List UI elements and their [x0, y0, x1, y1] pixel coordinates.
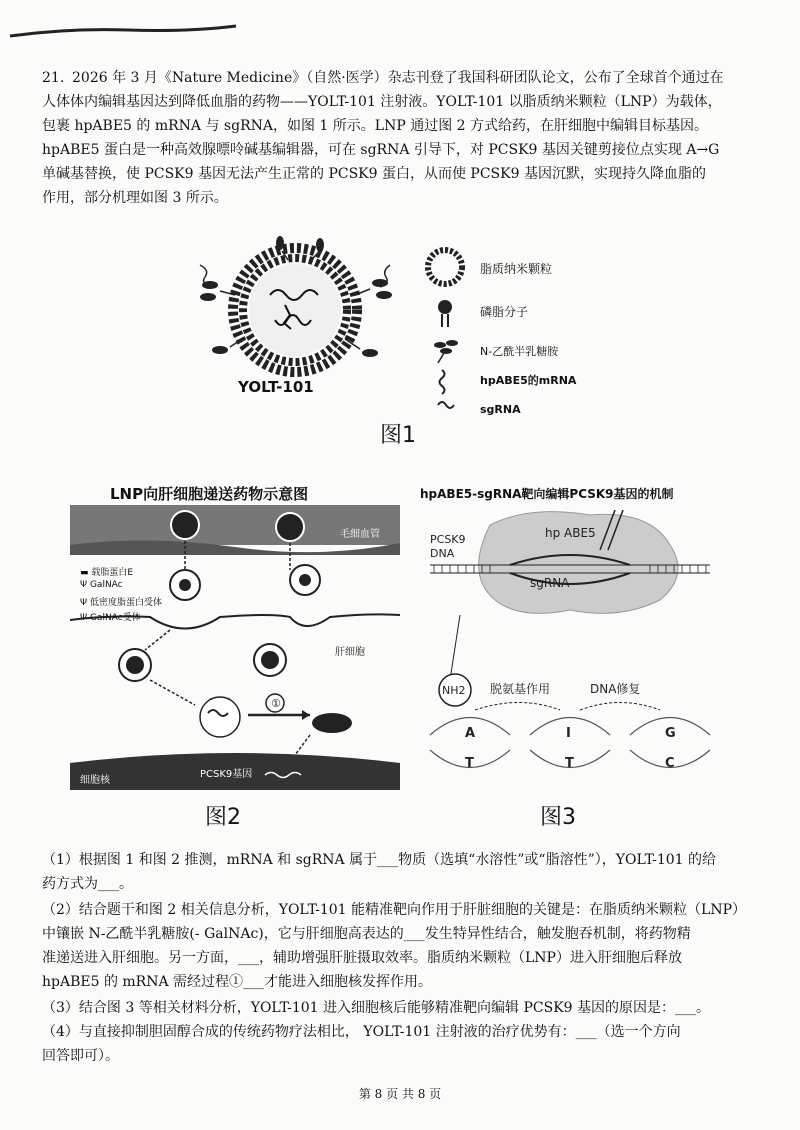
q2-line-3: 准递送进入肝细胞。另一方面，___，辅助增强肝脏摄取效率。脂质纳米颗粒（LNP）进入肝细胞后释放 — [42, 950, 682, 966]
deamination-label: 脱氨基作用 — [490, 682, 551, 696]
legend-galnac2: Ψ GalNAc — [80, 580, 123, 590]
figure1-legend-icons — [420, 245, 480, 425]
legend-galnac: N-乙酰半乳糖胺 — [480, 345, 559, 358]
figure2-title: LNP向肝细胞递送药物示意图 — [110, 485, 309, 503]
figure2-diagram — [70, 505, 400, 790]
q4-line-1: （4）与直接抑制胆固醇合成的传统药物疗法相比， YOLT-101 注射液的治疗优势有：___（选一个方向 — [42, 1024, 681, 1040]
figure3-caption: 图3 — [540, 805, 576, 830]
cell-label: 肝细胞 — [335, 647, 365, 658]
lnp-particle-illustration — [180, 235, 410, 395]
legend-ldlr: Ψ 低密度脂蛋白受体 — [80, 598, 162, 608]
page-footer: 第 8 页 共 8 页 — [358, 1087, 442, 1101]
q1-line-1: （1）根据图 1 和图 2 推测，mRNA 和 sgRNA 属于___物质（选填“水溶性”或“脂溶性”），YOLT-101 的给 — [42, 852, 717, 868]
dna-label: PCSK9 — [430, 533, 466, 546]
intro-line-4: hpABE5 蛋白是一种高效腺嘌呤碱基编辑器，可在 sgRNA 引导下，对 PCSK9 基因关键剪接位点实现 A→G — [42, 142, 720, 158]
legend-mrna: hpABE5的mRNA — [480, 374, 577, 387]
q2-line-1: （2）结合题干和图 2 相关信息分析，YOLT-101 能精准靶向作用于肝脏细胞的关键是：在脂质纳米颗粒（LNP） — [42, 902, 746, 918]
q4-line-2: 回答即可）。 — [42, 1048, 119, 1064]
figure3-diagram — [420, 505, 740, 795]
intro-line-3: 包裹 hpABE5 的 mRNA 与 sgRNA，如图 1 所示。LNP 通过图 2 方式给药，在肝细胞中编辑目标基因。 — [42, 118, 709, 134]
intro-line-6: 作用，部分机理如图 3 所示。 — [42, 190, 228, 206]
figure2-caption: 图2 — [205, 805, 241, 830]
base-c: C — [665, 756, 675, 771]
protein-label: hp ABE5 — [545, 526, 596, 540]
legend-apoe: ▬ 载脂蛋白E — [80, 568, 134, 578]
intro-line-5: 单碱基替换，使 PCSK9 基因无法产生正常的 PCSK9 蛋白，从而使 PCSK9 基因沉默，实现持久降血脂的 — [42, 166, 706, 182]
sgrna-label: sgRNA — [530, 576, 570, 590]
legend-sgrna: sgRNA — [480, 403, 521, 416]
q2-line-2: 中镶嵌 N-乙酰半乳糖胺(- GalNAc)，它与肝细胞高表达的___发生特异性结合，触发胞吞机制，将药物精 — [42, 926, 691, 942]
figure3-title: hpABE5-sgRNA靶向编辑PCSK9基因的机制 — [420, 487, 674, 501]
base-t1: T — [465, 756, 474, 771]
nh2-label: NH2 — [442, 684, 466, 697]
q2-line-4: hpABE5 的 mRNA 需经过程①___才能进入细胞核发挥作用。 — [42, 974, 433, 990]
figure1-caption: 图1 — [380, 423, 416, 448]
gene-label: PCSK9基因 — [200, 769, 253, 780]
q3-line-1: （3）结合图 3 等相关材料分析，YOLT-101 进入细胞核后能够精准靶向编辑 PCSK9 基因的原因是：___。 — [42, 1000, 711, 1016]
pen-stroke — [8, 22, 238, 42]
dna-label-2: DNA — [430, 547, 455, 560]
drug-label: YOLT-101 — [238, 378, 314, 395]
base-g: G — [665, 726, 676, 741]
legend-lnp: 脂质纳米颗粒 — [480, 262, 553, 276]
repair-label: DNA修复 — [590, 682, 641, 696]
vessel-label: 毛细血管 — [340, 529, 380, 540]
base-a: A — [465, 726, 476, 741]
base-i: I — [566, 726, 571, 741]
q1-line-2: 药方式为___。 — [42, 876, 133, 892]
base-t2: T — [565, 756, 574, 771]
step-marker: ① — [271, 697, 281, 710]
question-number: 21. — [42, 70, 65, 86]
legend-phospholipid: 磷脂分子 — [480, 305, 529, 319]
intro-line-1: 2026 年 3 月《Nature Medicine》（自然·医学）杂志刊登了我国科研团队论文，公布了全球首个通过在 — [72, 70, 724, 86]
intro-line-2: 人体体内编辑基因达到降低血脂的药物——YOLT-101 注射液。YOLT-101 以脂质纳米颗粒（LNP）为载体， — [42, 94, 722, 110]
legend-galnac-receptor: Ψ GalNAc受体 — [80, 613, 141, 623]
nucleus-label: 细胞核 — [80, 775, 110, 786]
